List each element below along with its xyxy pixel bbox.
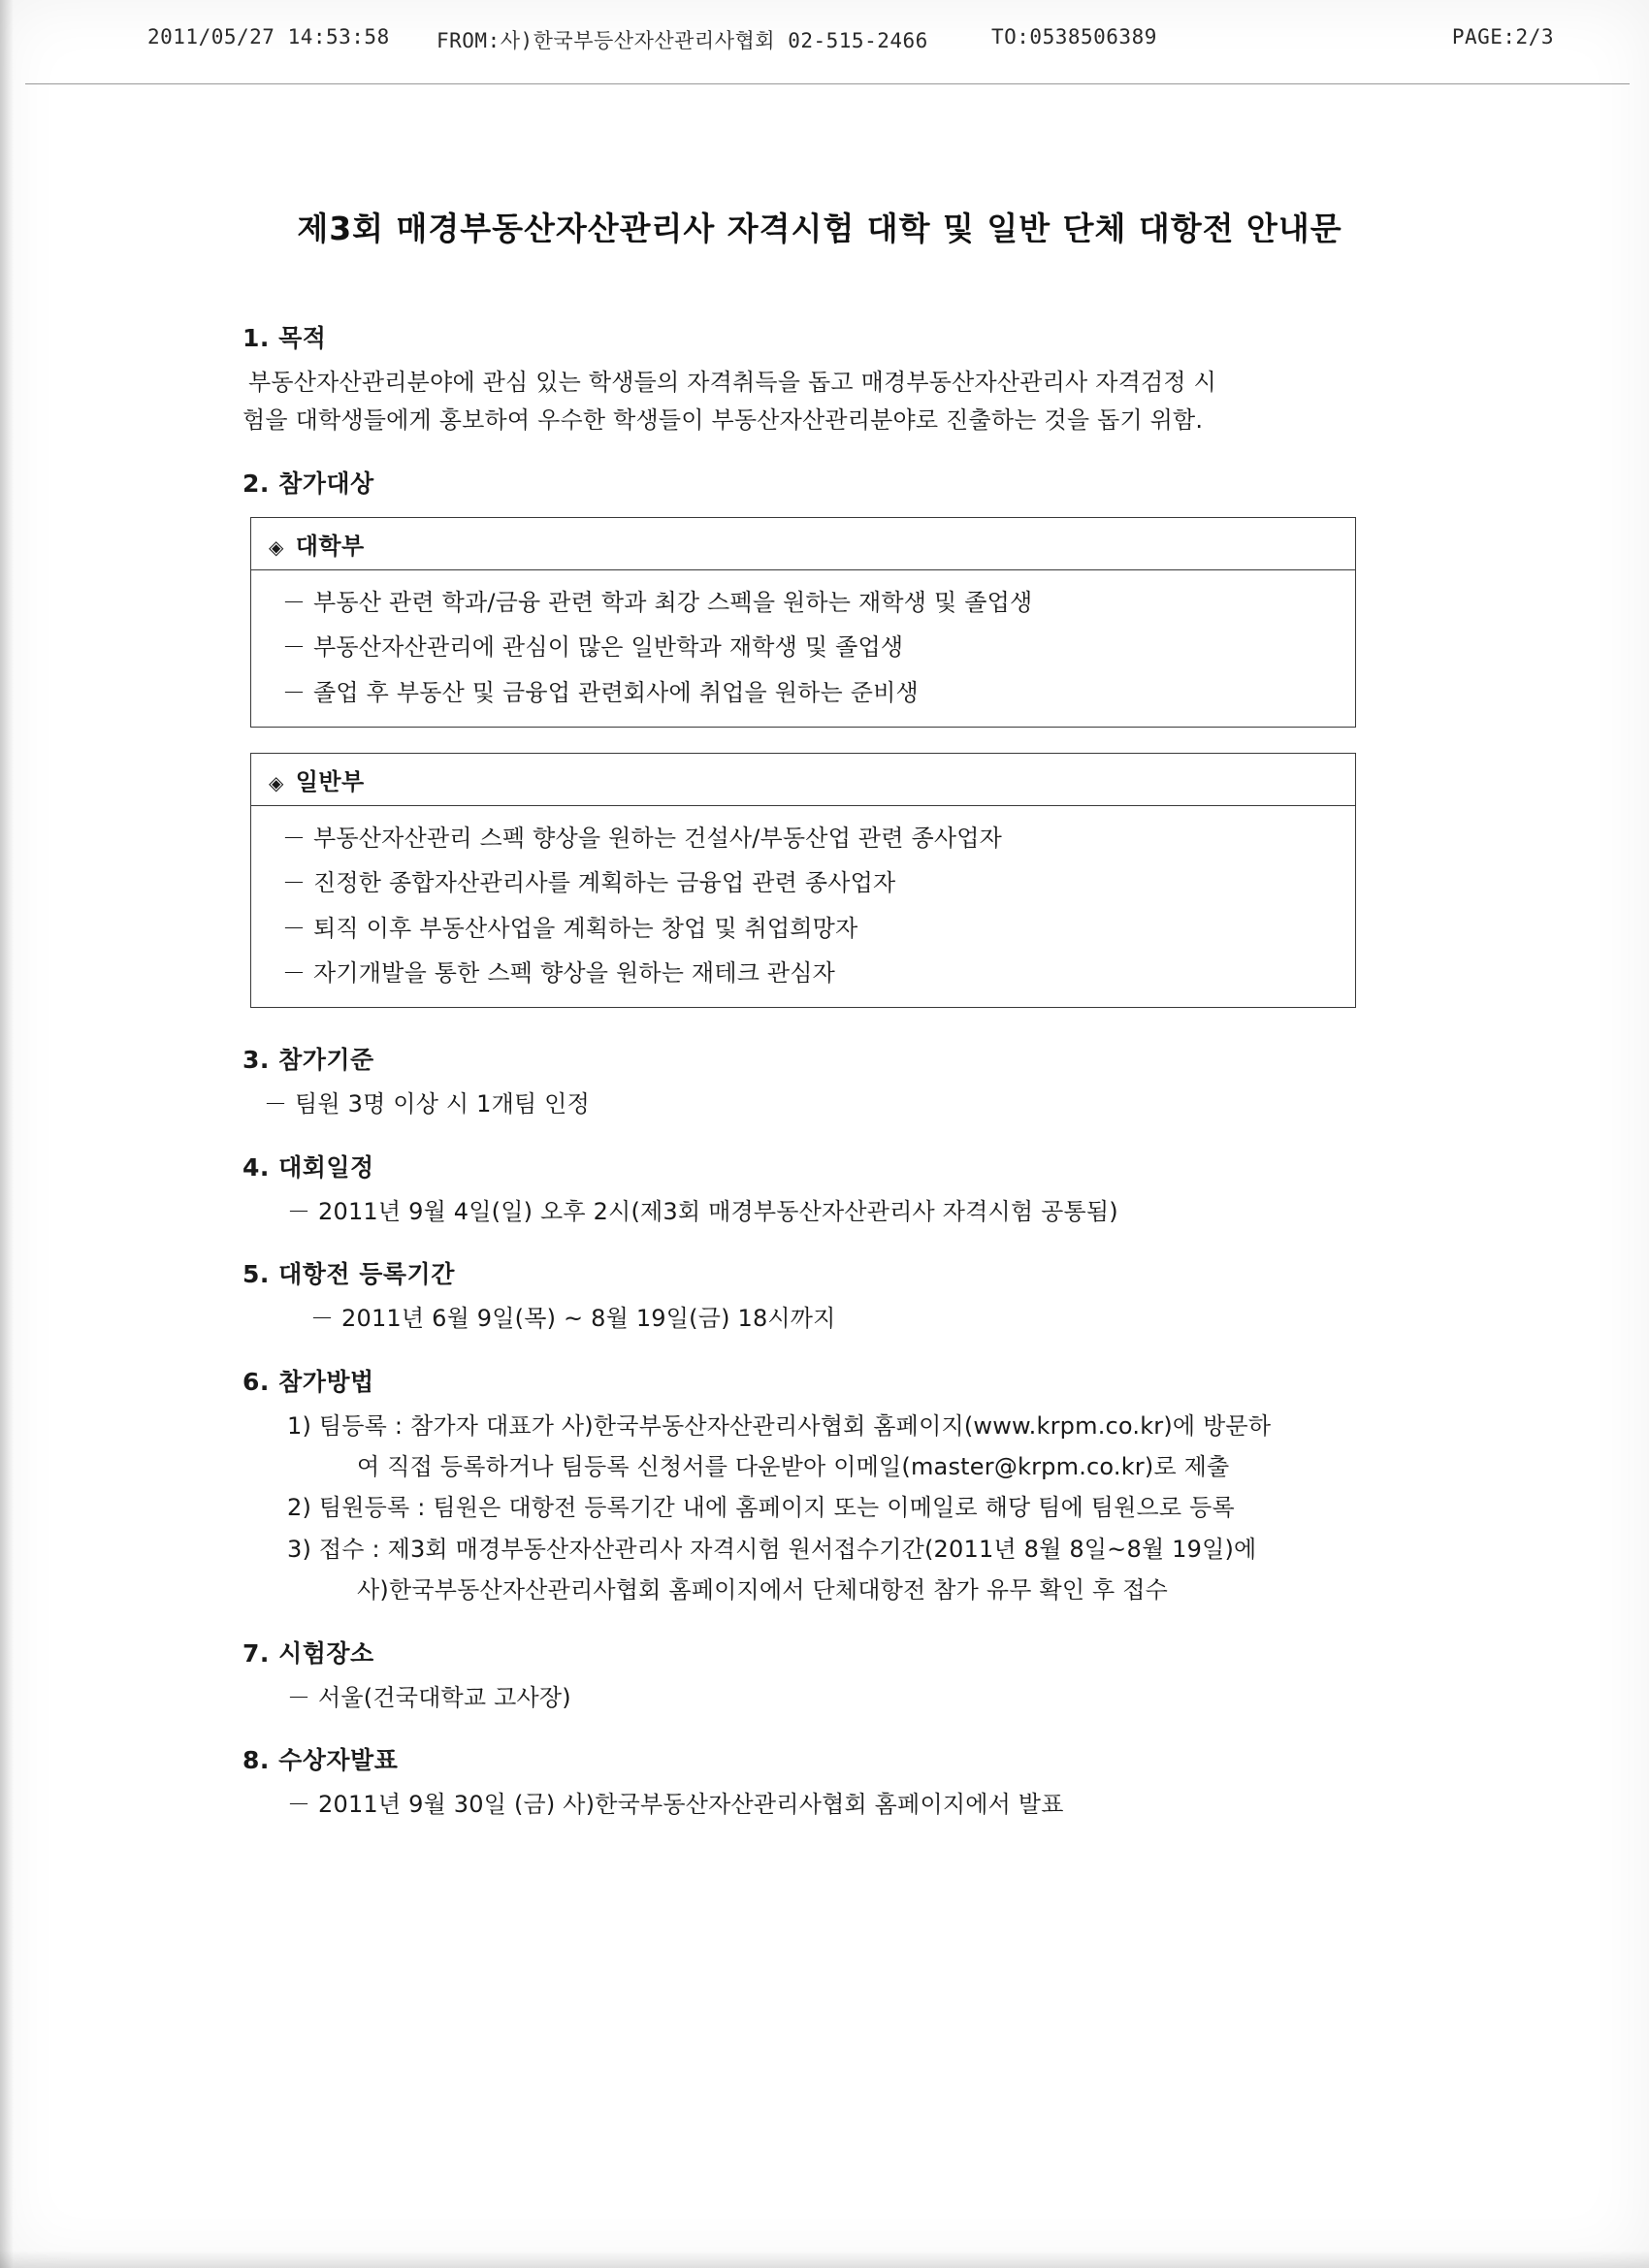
box-body xyxy=(251,806,1355,1008)
section-heading: 4. 대회일정 xyxy=(242,1152,374,1182)
section-heading: 7. 시험장소 xyxy=(242,1638,374,1668)
eligibility-box-general xyxy=(250,753,1356,1009)
document-body xyxy=(242,204,1397,1848)
section-registration-period xyxy=(242,1255,1397,1337)
list-item: － 부동산자산관리에 관심이 많은 일반학과 재학생 및 졸업생 xyxy=(282,633,904,662)
section-heading: 3. 참가기준 xyxy=(242,1046,374,1075)
list-item: － 자기개발을 통한 스펙 향상을 원하는 재테크 관심자 xyxy=(282,959,836,988)
fax-header xyxy=(0,25,1649,58)
box-title xyxy=(251,518,1355,570)
diamond-icon: ◈ xyxy=(269,770,284,794)
list-item: － 2011년 9월 30일 (금) 사)한국부동산자산관리사협회 홈페이지에서 발표 xyxy=(287,1791,1064,1818)
scan-edge-bottom xyxy=(0,2251,1649,2268)
fax-recipient: TO:0538506389 xyxy=(991,25,1157,49)
fax-timestamp: 2011/05/27 14:53:58 xyxy=(147,25,390,49)
section-exam-location xyxy=(242,1635,1397,1716)
section-paragraph: 부동산자산관리분야에 관심 있는 학생들의 자격취득을 돕고 매경부동산자산관리사 자격검정 시 xyxy=(248,369,1216,396)
header-divider xyxy=(25,83,1630,84)
list-item: － 부동산자산관리 스펙 향상을 원하는 건설사/부동산업 관련 종사업자 xyxy=(282,824,1003,852)
section-heading: 2. 참가대상 xyxy=(242,469,374,498)
fax-page-number: PAGE:2/3 xyxy=(1451,25,1554,49)
section-participation-criteria xyxy=(242,1041,1397,1122)
section-schedule xyxy=(242,1149,1397,1230)
list-item: 2) 팀원등록 : 팀원은 대항전 등록기간 내에 홈페이지 또는 이메일로 해당 팀에 팀원으로 등록 xyxy=(287,1494,1235,1522)
list-item: － 팀원 3명 이상 시 1개팀 인정 xyxy=(264,1090,590,1118)
list-item: 1) 팀등록 : 참가자 대표가 사)한국부동산자산관리사협회 홈페이지(www.krpm.co.kr)에 방문하 xyxy=(287,1411,1272,1440)
list-item: － 졸업 후 부동산 및 금융업 관련회사에 취업을 원하는 준비생 xyxy=(282,678,919,706)
scan-edge-left xyxy=(0,0,14,2268)
list-item: － 퇴직 이후 부동산사업을 계획하는 창업 및 취업희망자 xyxy=(282,914,858,942)
list-item: － 진정한 종합자산관리사를 계획하는 금융업 관련 종사업자 xyxy=(282,869,896,897)
section-purpose xyxy=(242,319,1397,439)
box-title xyxy=(251,754,1355,806)
list-item: 3) 접수 : 제3회 매경부동산자산관리사 자격시험 원서접수기간(2011년 8월 8일~8월 19일)에 xyxy=(287,1535,1257,1563)
list-item: － 2011년 6월 9일(목) ~ 8월 19일(금) 18시까지 xyxy=(310,1305,836,1333)
list-item: － 2011년 9월 4일(일) 오후 2시(제3회 매경부동산자산관리사 자격시험 공통됨) xyxy=(287,1197,1118,1225)
box-title-label: 대학부 xyxy=(295,532,365,560)
section-award-announcement xyxy=(242,1741,1397,1823)
list-item: － 부동산 관련 학과/금융 관련 학과 최강 스펙을 원하는 재학생 및 졸업생 xyxy=(282,588,1033,616)
page-title: 제3회 매경부동산자산관리사 자격시험 대학 및 일반 단체 대항전 안내문 xyxy=(297,210,1342,247)
list-item: 사)한국부동산자산관리사협회 홈페이지에서 단체대항전 참가 유무 확인 후 접수 xyxy=(357,1576,1169,1604)
box-body xyxy=(251,570,1355,727)
fax-sender: FROM:사)한국부등산자산관리사협회 02-515-2466 xyxy=(436,29,928,52)
section-how-to-apply xyxy=(242,1363,1397,1609)
eligibility-box-university xyxy=(250,517,1356,728)
list-item: － 서울(건국대학교 고사장) xyxy=(287,1683,571,1711)
section-heading: 8. 수상자발표 xyxy=(242,1746,399,1774)
list-item: 여 직접 등록하거나 팀등록 신청서를 다운받아 이메일(master@krpm.co.kr)로 제출 xyxy=(357,1453,1230,1481)
box-title-label: 일반부 xyxy=(295,767,365,795)
section-heading: 5. 대항전 등록기간 xyxy=(242,1260,455,1289)
section-heading: 1. 목적 xyxy=(242,324,327,352)
section-eligibility xyxy=(242,465,1397,1009)
diamond-icon: ◈ xyxy=(269,535,284,559)
section-paragraph: 험을 대학생들에게 홍보하여 우수한 학생들이 부동산자산관리분야로 진출하는 것을 돕기 위함. xyxy=(242,405,1204,434)
section-heading: 6. 참가방법 xyxy=(242,1367,374,1396)
